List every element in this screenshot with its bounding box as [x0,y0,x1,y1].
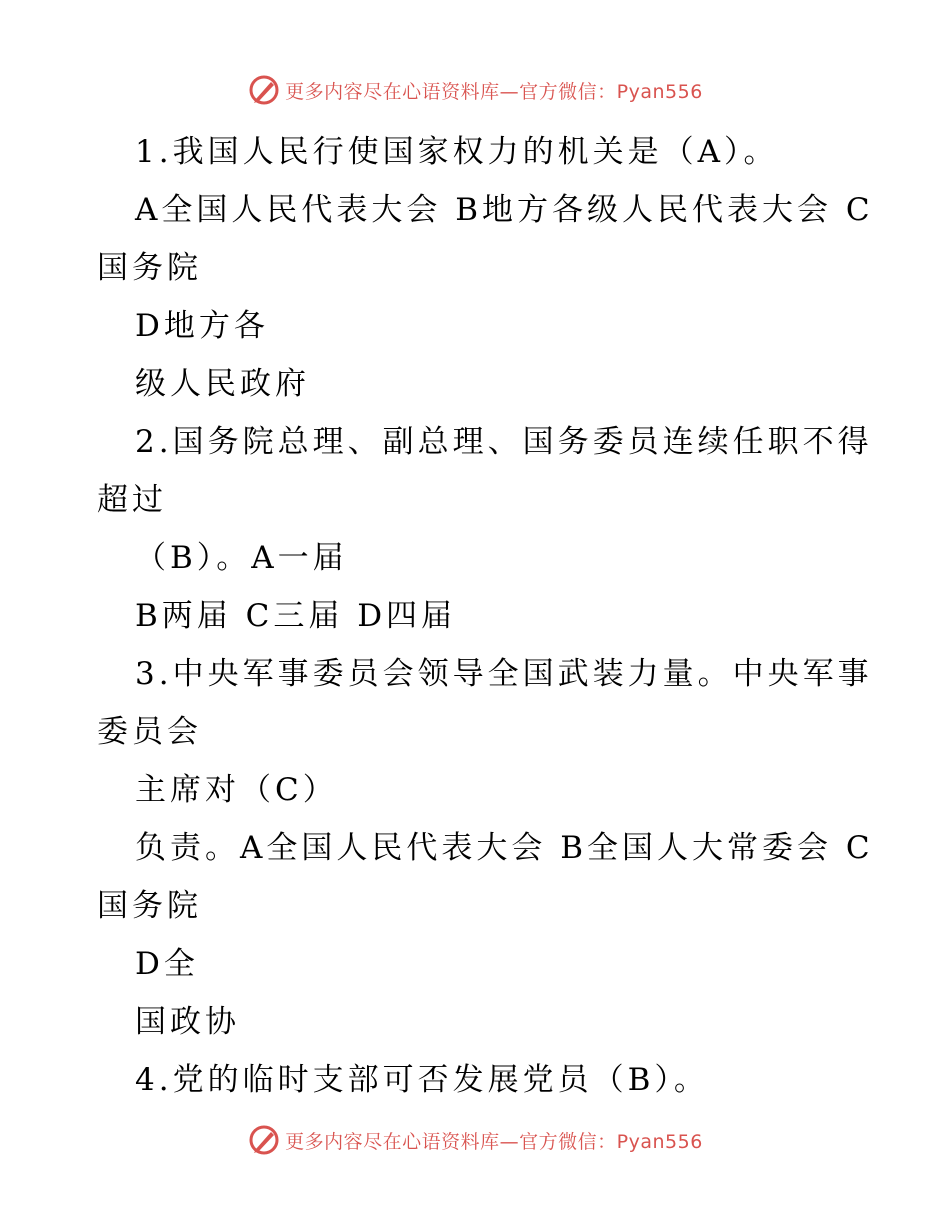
text-line: D全 [135,946,199,982]
text-line: 国务院 [97,888,202,924]
text-line: 1.我国人民行使国家权力的机关是（A）。 [135,134,779,170]
text-line: 超过 [97,482,167,518]
text-line: A全国人民代表大会 B地方各级人民代表大会 C [135,192,874,228]
watermark-text: 更多内容尽在心语资料库—官方微信：Pyan556 [285,80,703,103]
text-line: 负责。A全国人民代表大会 B全国人大常委会 C [135,830,874,866]
text-line: B两届 C三届 D四届 [135,598,457,634]
watermark-header [0,70,950,110]
text-line: 4.党的临时支部可否发展党员（B）。 [135,1062,709,1098]
text-line: 级人民政府 [135,366,310,402]
watermark-text: 更多内容尽在心语资料库—官方微信：Pyan556 [285,1130,703,1153]
text-line: 主席对（C） [135,772,338,808]
pen-logo-icon [247,1123,281,1157]
pen-logo-icon [247,73,281,107]
text-line: 国政协 [135,1004,240,1040]
text-line: （B）。A一届 [135,540,348,576]
watermark-footer [0,1120,950,1160]
text-line: D地方各 [135,308,269,344]
text-line: 委员会 [97,714,202,750]
text-line: 3.中央军事委员会领导全国武装力量。中央军事 [135,656,873,692]
text-line: 国务院 [97,250,202,286]
text-line: 2.国务院总理、副总理、国务委员连续任职不得 [135,424,873,460]
